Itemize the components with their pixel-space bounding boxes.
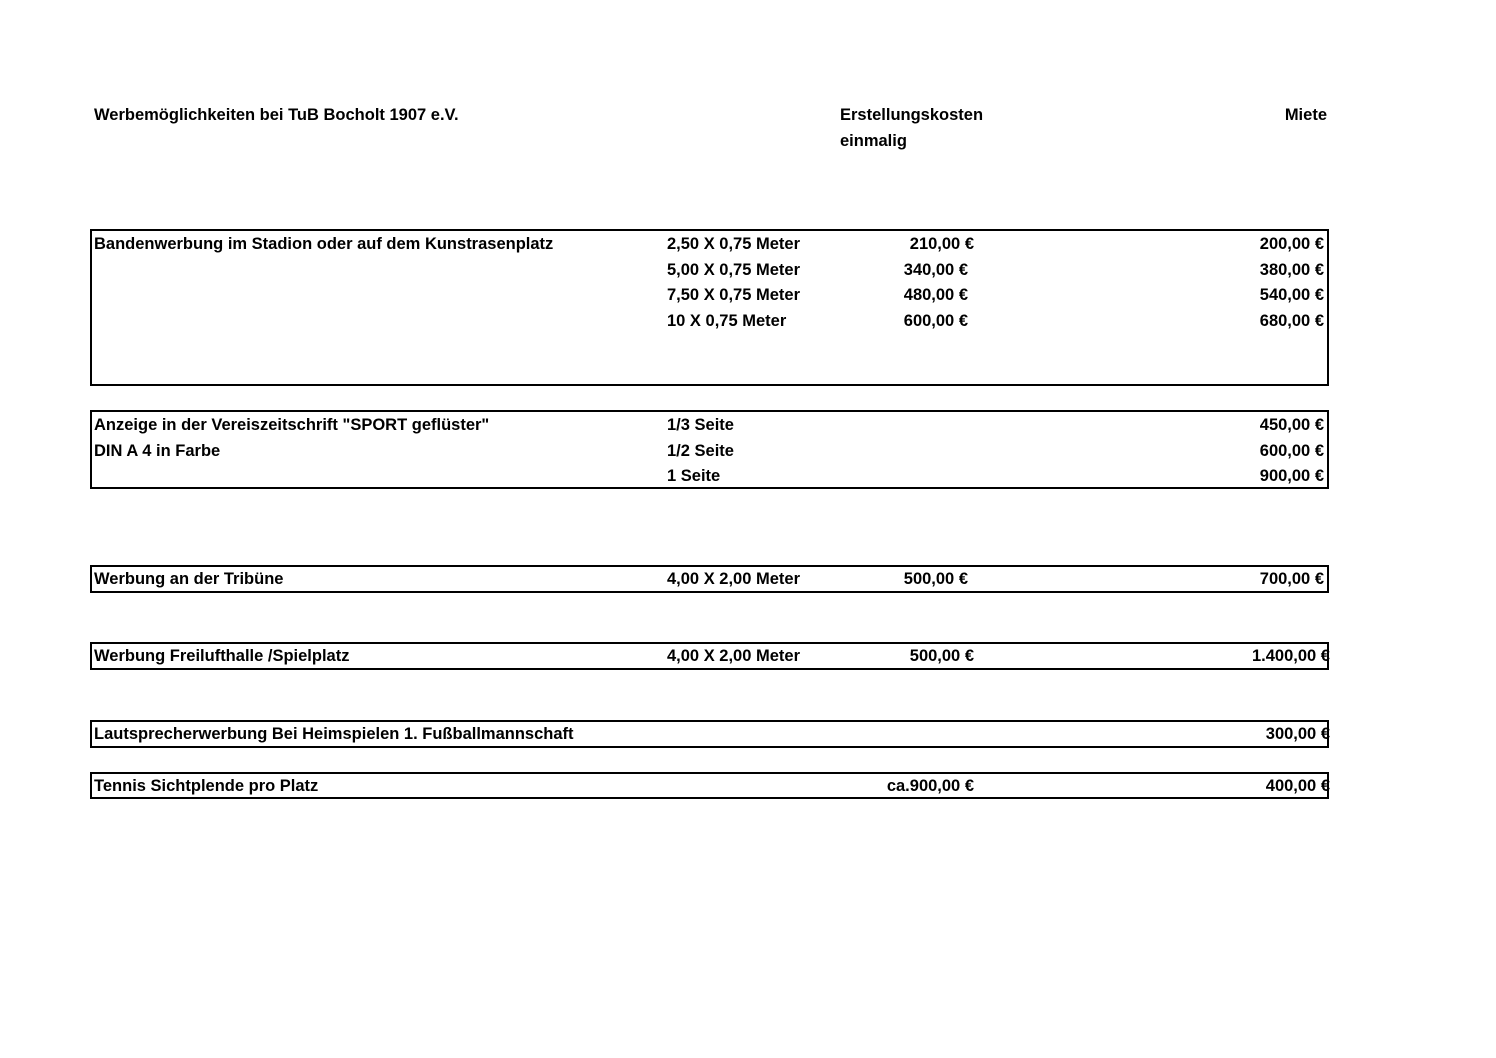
table-row bbox=[92, 258, 1327, 284]
row-size: 7,50 X 0,75 Meter bbox=[667, 286, 800, 305]
section-outdoor-hall-ad bbox=[90, 642, 1329, 670]
section-grandstand-ad bbox=[90, 565, 1329, 593]
row-rent: 200,00 € bbox=[1259, 235, 1324, 253]
row-cost: 500,00 € bbox=[909, 647, 974, 665]
row-label: Lautsprecherwerbung Bei Heimspielen 1. Fußballmannschaft bbox=[94, 725, 574, 743]
section-magazine-ad bbox=[90, 410, 1329, 489]
row-size: 1/3 Seite bbox=[667, 416, 734, 434]
table-row bbox=[92, 644, 1330, 670]
row-label: DIN A 4 in Farbe bbox=[94, 441, 221, 460]
row-rent: 700,00 € bbox=[1259, 570, 1324, 588]
row-label: Werbung Freilufthalle /Spielplatz bbox=[94, 647, 350, 665]
row-size: 4,00 X 2,00 Meter bbox=[667, 647, 800, 665]
row-rent: 380,00 € bbox=[1259, 260, 1324, 279]
row-cost: 500,00 € bbox=[903, 570, 968, 588]
table-row bbox=[92, 413, 1327, 439]
row-size: 10 X 0,75 Meter bbox=[667, 312, 787, 331]
row-rent: 1.400,00 € bbox=[1252, 647, 1330, 665]
column-header-cost bbox=[840, 102, 983, 154]
row-size: 4,00 X 2,00 Meter bbox=[667, 570, 800, 588]
row-label: Anzeige in der Vereiszeitschrift "SPORT geflüster" bbox=[94, 416, 490, 434]
row-cost: 340,00 € bbox=[903, 260, 968, 279]
row-rent: 400,00 € bbox=[1265, 777, 1330, 795]
row-rent: 680,00 € bbox=[1259, 312, 1324, 331]
section-tennis-screen-ad bbox=[90, 772, 1329, 799]
row-size: 5,00 X 0,75 Meter bbox=[667, 260, 800, 279]
row-size: 2,50 X 0,75 Meter bbox=[667, 235, 800, 253]
table-row bbox=[92, 567, 1327, 593]
row-rent: 450,00 € bbox=[1259, 416, 1324, 434]
table-row bbox=[92, 774, 1330, 800]
table-row bbox=[92, 439, 1327, 465]
row-rent: 300,00 € bbox=[1265, 725, 1330, 743]
row-cost: 600,00 € bbox=[903, 312, 968, 331]
table-row bbox=[92, 283, 1327, 309]
page-title: Werbemöglichkeiten bei TuB Bocholt 1907 e.V. bbox=[94, 106, 459, 124]
row-cost: 210,00 € bbox=[909, 235, 974, 253]
section-perimeter-advertising bbox=[90, 229, 1329, 386]
table-row bbox=[92, 464, 1327, 490]
row-size: 1/2 Seite bbox=[667, 441, 734, 460]
row-label: Bandenwerbung im Stadion oder auf dem Kunstrasenplatz bbox=[94, 235, 554, 253]
table-row bbox=[92, 309, 1327, 335]
row-rent: 900,00 € bbox=[1259, 467, 1324, 486]
section-loudspeaker-ad bbox=[90, 720, 1329, 748]
row-rent: 540,00 € bbox=[1259, 286, 1324, 305]
row-size: 1 Seite bbox=[667, 467, 721, 486]
row-rent: 600,00 € bbox=[1259, 441, 1324, 460]
column-header-cost-line2: einmalig bbox=[840, 132, 907, 150]
row-cost: 480,00 € bbox=[903, 286, 968, 305]
column-header-rent: Miete bbox=[1284, 106, 1327, 124]
table-row bbox=[92, 722, 1330, 748]
column-header-cost-line1: Erstellungskosten bbox=[840, 106, 984, 124]
row-cost: ca.900,00 € bbox=[886, 777, 974, 795]
row-label: Werbung an der Tribüne bbox=[94, 570, 284, 588]
table-row bbox=[92, 232, 1327, 258]
row-label: Tennis Sichtplende pro Platz bbox=[94, 777, 319, 795]
